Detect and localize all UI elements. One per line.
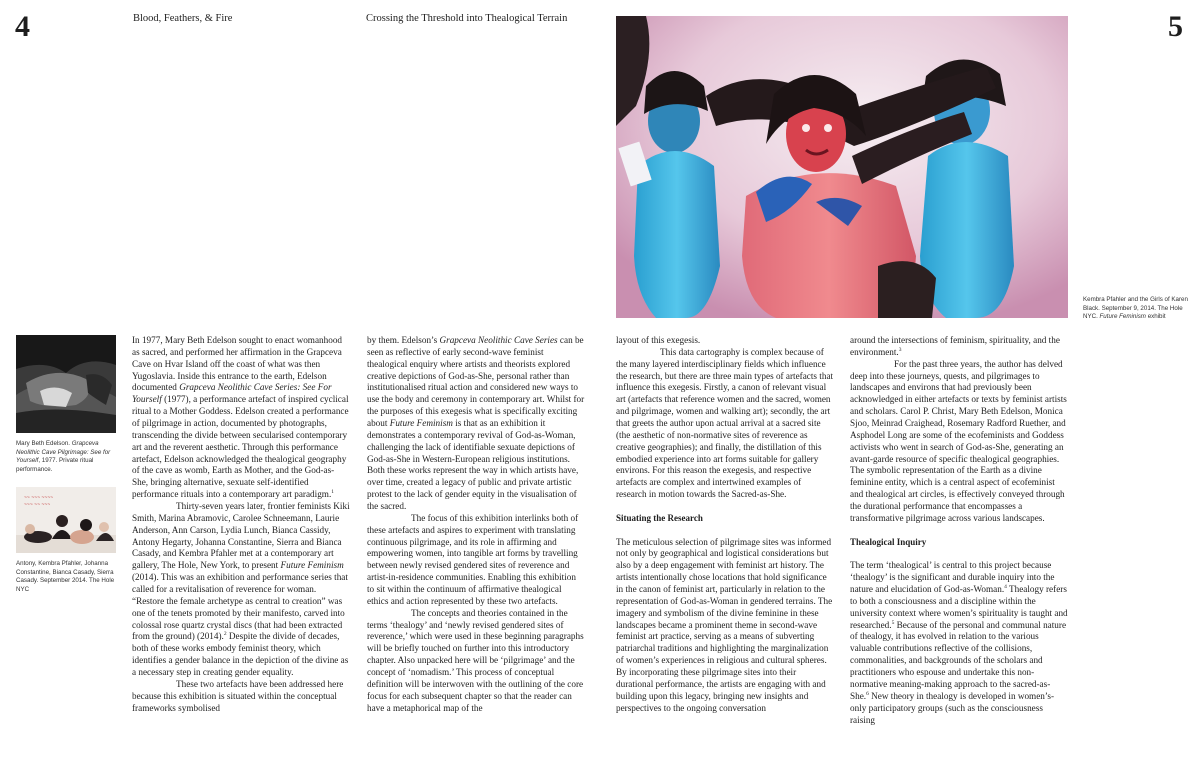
body-column-4	[850, 335, 1068, 760]
col3-paragraph-1: layout of this exegesis.	[616, 335, 701, 345]
col4-paragraph-3: The term ‘thealogical’ is central to this project because ‘thealogy’ is the significant and durable inquiry into the nature and elucidation of God-as-Woman.$^4$ Thealogy refers to both a consciousness and a discipline within the university context where women’s spirituality is taught and researched.$^5$ Because of the personal and communal nature of thealogy, it has evolved in relation to the various valuable contributions reflective of the collisions, commonalities, and backgrounds of the scholars and practitioners who espouse and undertake this non-normative meaning-making approach to the sacred-as-She.$^6$ New theory in thealogy is developed in women’s-only participatory groups (such as the consciousness raising	[850, 560, 1068, 725]
body-column-1	[132, 335, 350, 760]
section-heading-thealogical: Thealogical Inquiry	[850, 536, 927, 547]
col3-paragraph-2: This data cartography is complex because of the many layered interdisciplinary fields which influence the research, but there are three main types of artefacts that influence this exegesis. Firstly, a canon of relevant visual art (artefacts that reference women and the sacred, women and pilgrimage, women and walking art); secondly, the art that greets the author upon actual arrival at a sacred site (the aesthetic of non-normative sites of reverence as creative geographies); and finally, the distillation of this embodied experience into art forms suitable for gallery environs. For this reason the exegesis, and respective artefacts are complex and intertwined examples of research in motion towards the Sacred-as-She.	[616, 346, 834, 500]
left-page-number: 4	[15, 10, 30, 43]
svg-text:~~~ ~~ ~~~: ~~~ ~~ ~~~	[24, 502, 51, 508]
body-column-3	[616, 335, 834, 760]
col2-paragraph-1: by them. Edelson’s Grapceva Neolithic Cave Series can be seen as reflective of early second-wave feminist thealogical enquiry where artists and theorists explored creative depictions of God-as-She, personal rather than institutionalised ritual action and considered new ways to use the body and ceremony in contemporary art. Whilst for the purposes of this exegesis what is specifically exciting about Future Feminism is that as an exhibition it demonstrates a contemporary revival of God-as-Woman, challenging the lack of identifiable sexuate depictions of God-as-She in Western-European religious institutions. Both these works represent the way in which artists have, over time, created a legacy of public and private artistic protest to the lack of gender equity in the visualisation of the sacred.	[367, 335, 585, 512]
svg-text:~~ ~~~ ~~~~: ~~ ~~~ ~~~~	[24, 495, 54, 501]
running-title-left: Blood, Feathers, & Fire	[133, 13, 233, 24]
figure-1-caption: Mary Beth Edelson. Grapceva Neolithic Cave Pilgrimage: See for Yourself, 1977. Private ritual performance.	[16, 440, 111, 474]
col1-paragraph-3: These two artefacts have been addressed here because this exhibition is situated within the conceptual frameworks symbolised	[132, 678, 344, 713]
group-photo	[16, 487, 116, 553]
col1-paragraph-1: In 1977, Mary Beth Edelson sought to enact womanhood as sacred, and performed her affirmation in the Grapceva Cave on Hvar Island off the coast of what was then Yugoslavia. Inside this entrance to the earth, Edelson documented Grapceva Neolithic Cave Series: See For Yourself (1977), a performance artefact of inspired cyclical ritual to a Mother Goddess. Edelson created a performance of pilgrimage in action, documented by photographs, transcending the divide between secularised contemporary art and the reverent aesthetic. Through this performance artefact, Edelson acknowledged the thealogical geography of the cave as womb, Earth as Mother, and the God-as-She, bringing alternative, sexuate self-identified performance rituals into a contemporary art paradigm.$^1$	[132, 335, 349, 500]
main-photo-caption: Kembra Pfahler and the Girls of Karen Black. September 9, 2014. The Hole NYC. Future Feminism exhibit	[1083, 296, 1188, 321]
performance-photo	[616, 16, 1068, 318]
figure-2-caption: Antony, Kembra Pfahler, Johanna Constantine, Bianca Casady, Sierra Casady. September 2014. The Hole NYC	[16, 560, 115, 594]
col2-paragraph-2: The focus of this exhibition interlinks both of these artefacts and aspires to experiment with translating continuous pilgrimage, and its role in affirming and empowering women, into tangible art forms by travelling between newly revised gendered sites of reverence and artist-in-residence communities. Enabling this exhibition to sit within the continuum of affirmative thealogical ethics and action represented by these two artefacts.	[367, 512, 579, 606]
cave-photo	[16, 335, 116, 433]
col1-paragraph-2: Thirty-seven years later, frontier feminists Kiki Smith, Marina Abramovic, Carolee Schneemann, Laurie Anderson, Ann Carson, Lydia Lunch, Bianca Cassidy, Antony Hegarty, Johanna Constantine, Sierra and Bianca Casady, and Kembra Pfahler met at a contemporary art gallery, The Hole, New York, to present Future Feminism (2014). This was an exhibition and performance series that called for a revitalisation of reverence for woman. “Restore the female archetype as central to creation” was one of the tenets promoted by their manifesto, carved into colossal rose quartz crystal discs (that had been extracted from the ground) (2014).$^2$ Despite the divide of decades, both of these works embody feminist theory, which identifies a gender balance in the depiction of the divine as a necessary step in creating gender equality.	[132, 501, 350, 678]
col4-paragraph-2: For the past three years, the author has delved deep into these journeys, quests, and pilgrimages to landscapes and environs that had previously been acknowledged in either artefacts or texts by feminist artists and scholars. Carol P. Christ, Mary Beth Edelson, Monica Sjoo, Meinrad Craighead, Rosemary Radford Ruether, and Asphodel Long are some of the ecofeminists and Goddess activists who went in search of God-as-She, generating an avant-garde resource of specific thealogical geographies. The symbolic representation of the Earth as a divine feminine entity, which is a central aspect of ecofeminist and thealogical art circles, is effectively conveyed through the durational performance that encompasses a transformative pilgrimage across various landscapes.	[850, 358, 1067, 523]
body-column-2	[367, 335, 585, 760]
section-heading-situating: Situating the Research	[616, 512, 703, 523]
col2-paragraph-3: The concepts and theories contained in the terms ‘thealogy’ and ‘newly revised gendered sites of reverence,’ which were used in these beginning paragraphs will be briefly touched on further into this introductory chapter. Also unpacked here will be ‘pilgrimage’ and the concept of ‘nomadism.’ This process of conceptual definition will be interwoven with the outlining of the core focus for each subsequent chapter so that the reader can have a metaphorical map of the	[367, 607, 584, 713]
col3-paragraph-3: The meticulous selection of pilgrimage sites was informed not only by geographical and logistical considerations but also by a deep engagement with feminist art history. The artists intentionally chose locations that hold significance in the canon of feminist art, particularly in relation to the representation of God-as-Woman in gendered terrains. The imagery and symbolism of the divine feminine in these landscapes became a prominent theme in second-wave feminist art practice, serving as a means of subverting patriarchal traditions and highlighting the marginalization of women’s experiences in religious and cultural spheres. By incorporating these pilgrimage sites into their durational performance, the artists are engaging with and building upon this legacy, bringing new insights and perspectives to the ongoing conversation	[616, 536, 833, 713]
col4-paragraph-1: around the intersections of feminism, spirituality, and the environment.$^3$	[850, 335, 1060, 357]
right-page-number: 5	[1168, 10, 1183, 43]
running-title-center: Crossing the Threshold into Thealogical Terrain	[366, 13, 568, 24]
